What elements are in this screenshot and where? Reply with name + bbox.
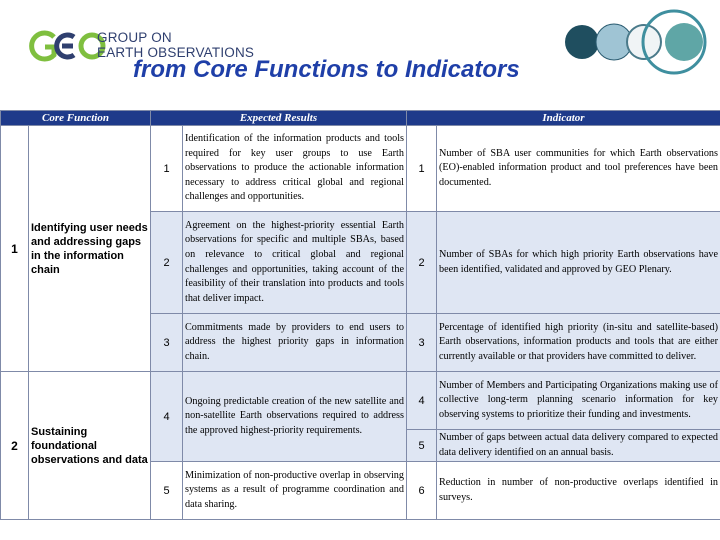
header-expected-results: Expected Results [151,111,407,126]
expected-result-number: 4 [151,372,183,462]
expected-result-text: Identification of the information products and tools required for key user groups to use Earth observations to produce the actionable information necessary to address critical global and regional challenges and opportunities. [183,126,407,212]
expected-result-number: 1 [151,126,183,212]
table-header-row [1,111,720,126]
indicator-number: 6 [407,462,437,520]
indicator-text: Number of SBA user communities for which Earth observations (EO)-enabled information product and tool preferences have been documented. [437,126,720,212]
indicator-number: 4 [407,372,437,430]
page-title: from Core Functions to Indicators [133,56,520,83]
core-function-label: Sustaining foundational observations and data [29,372,151,520]
core-function-number: 2 [1,372,29,520]
core-function-number: 1 [1,126,29,372]
indicator-number: 2 [407,212,437,314]
expected-result-text: Agreement on the highest-priority essential Earth observations for specific and multiple SBAs, based on relevance to critical global and regional challenges and opportunities, taking account of the feasibility of their translation into products and tools that deliver impact. [183,212,407,314]
indicator-text: Number of SBAs for which high priority Earth observations have been identified, validated and approved by GEO Plenary. [437,212,720,314]
table-row [1,126,720,212]
expected-result-number: 2 [151,212,183,314]
expected-result-number: 5 [151,462,183,520]
decorative-circles-icon [548,8,708,76]
expected-result-text: Commitments made by providers to end users to address the highest priority gaps in information chain. [183,314,407,372]
indicator-number: 3 [407,314,437,372]
expected-result-text: Ongoing predictable creation of the new satellite and non-satellite Earth observations required to address the approved highest-priority requirements. [183,372,407,462]
expected-result-text: Minimization of non-productive overlap in observing systems as a result of programme coordination and data sharing. [183,462,407,520]
logo-line-2: EARTH OBSERVATIONS [97,45,255,60]
header-indicator: Indicator [407,111,720,126]
logo-line-1: GROUP ON [97,30,172,45]
expected-result-number: 3 [151,314,183,372]
indicator-text: Number of Members and Participating Organizations making use of collective long-term planning scenario information for key observing systems to prioritize their funding and investments. [437,372,720,430]
core-function-label: Identifying user needs and addressing gaps in the information chain [29,126,151,372]
indicator-number: 1 [407,126,437,212]
indicator-number: 5 [407,430,437,462]
header-core-function: Core Function [1,111,151,126]
indicator-text: Number of gaps between actual data delivery compared to expected data delivery identified on an annual basis. [437,430,720,462]
indicator-text: Percentage of identified high priority (in-situ and satellite-based) Earth observations, information products and tools that are either currently available or that providers have committed to deliver. [437,314,720,372]
table-row [1,372,720,430]
indicator-text: Reduction in number of non-productive overlaps identified in surveys. [437,462,720,520]
indicator-table [0,110,720,520]
